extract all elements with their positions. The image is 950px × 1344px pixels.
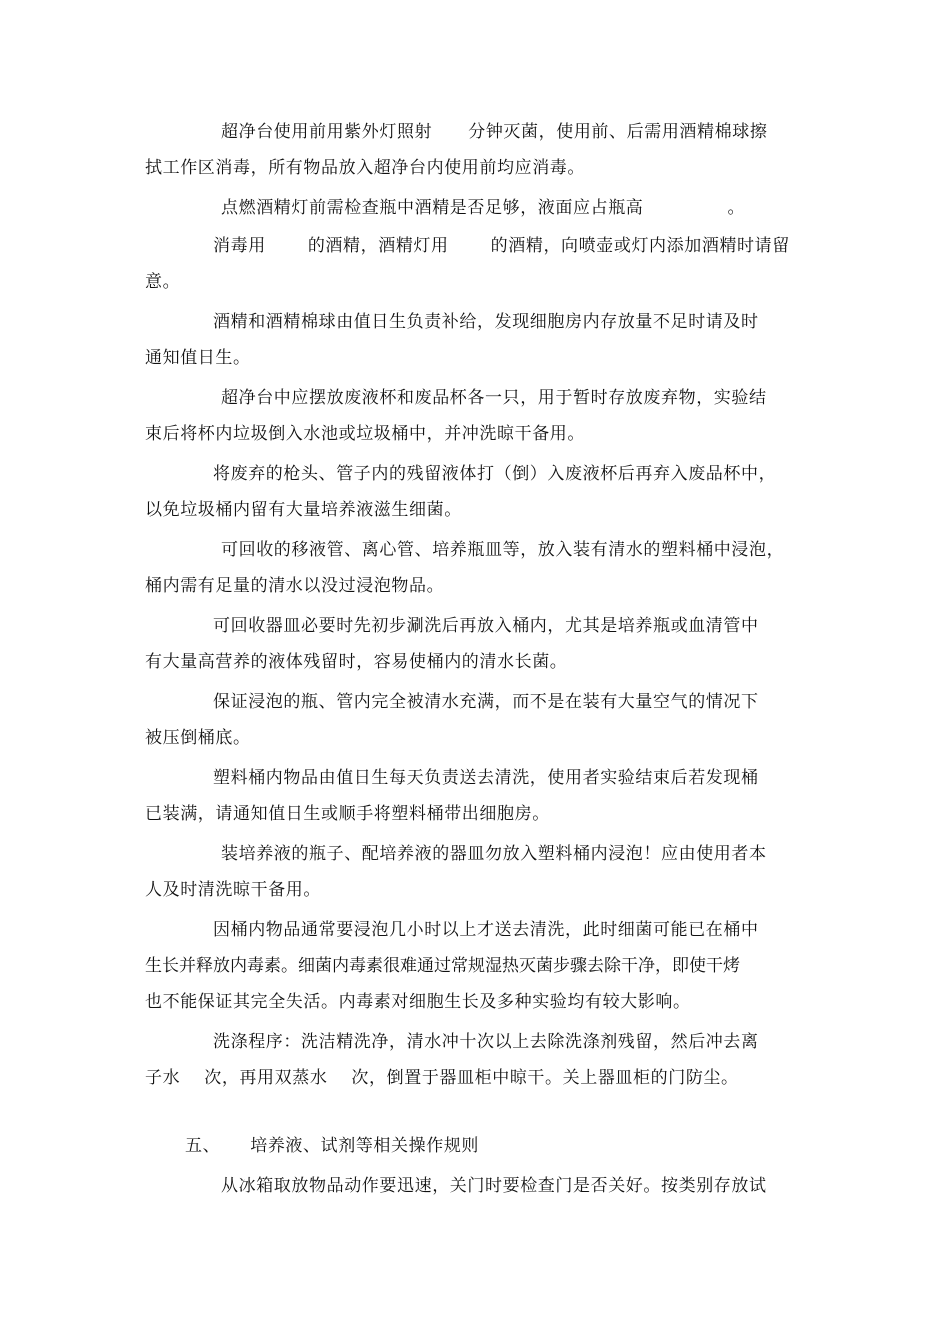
text-line: 以免垃圾桶内留有大量培养液滋生细菌。 <box>145 500 462 520</box>
text-line: 点燃酒精灯前需检查瓶中酒精是否足够，液面应占瓶高 。 <box>221 198 746 218</box>
text-line: 从冰箱取放物品动作要迅速，关门时要检查门是否关好。按类别存放试 <box>221 1176 767 1196</box>
text-line: 被压倒桶底。 <box>145 728 251 748</box>
text-line: 子水 次，再用双蒸水 次，倒置于器皿柜中晾干。关上器皿柜的门防尘。 <box>145 1068 739 1088</box>
text-line: 人及时清洗晾干备用。 <box>145 880 321 900</box>
text-line: 塑料桶内物品由值日生每天负责送去清洗，使用者实验结束后若发现桶 <box>213 768 759 788</box>
text-line: 已装满，请通知值日生或顺手将塑料桶带出细胞房。 <box>145 804 550 824</box>
text-line: 因桶内物品通常要浸泡几小时以上才送去清洗，此时细菌可能已在桶中 <box>213 920 759 940</box>
section-heading: 五、 培养液、试剂等相关操作规则 <box>185 1136 480 1156</box>
text-line: 可回收器皿必要时先初步涮洗后再放入桶内，尤其是培养瓶或血清管中 <box>213 616 759 636</box>
text-line: 束后将杯内垃圾倒入水池或垃圾桶中，并冲洗晾干备用。 <box>145 424 585 444</box>
text-line: 可回收的移液管、离心管、培养瓶皿等，放入装有清水的塑料桶中浸泡， <box>221 540 785 560</box>
text-line: 意。 <box>145 272 181 292</box>
text-line: 桶内需有足量的清水以没过浸泡物品。 <box>145 576 445 596</box>
text-line: 装培养液的瓶子、配培养液的器皿勿放入塑料桶内浸泡！应由使用者本 <box>221 844 767 864</box>
text-line: 通知值日生。 <box>145 348 251 368</box>
text-line: 保证浸泡的瓶、管内完全被清水充满，而不是在装有大量空气的情况下 <box>213 692 759 712</box>
text-line: 酒精和酒精棉球由值日生负责补给，发现细胞房内存放量不足时请及时 <box>213 312 759 332</box>
text-line: 拭工作区消毒，所有物品放入超净台内使用前均应消毒。 <box>145 158 585 178</box>
text-line: 洗涤程序：洗洁精洗净，清水冲十次以上去除洗涤剂残留，然后冲去离 <box>213 1032 759 1052</box>
text-line: 超净台使用前用紫外灯照射 分钟灭菌，使用前、后需用酒精棉球擦 <box>221 122 768 142</box>
text-line: 将废弃的枪头、管子内的残留液体打（倒）入废液杯后再弃入废品杯中， <box>213 464 777 484</box>
text-line: 消毒用 的酒精，酒精灯用 的酒精，向喷壶或灯内添加酒精时请留 <box>213 236 790 256</box>
text-line: 生长并释放内毒素。细菌内毒素很难通过常规湿热灭菌步骤去除干净，即使干烤 <box>145 956 740 976</box>
text-line: 超净台中应摆放废液杯和废品杯各一只，用于暂时存放废弃物，实验结 <box>221 388 767 408</box>
text-line: 有大量高营养的液体残留时，容易使桶内的清水长菌。 <box>145 652 568 672</box>
text-line: 也不能保证其完全失活。内毒素对细胞生长及多种实验均有较大影响。 <box>145 992 691 1012</box>
